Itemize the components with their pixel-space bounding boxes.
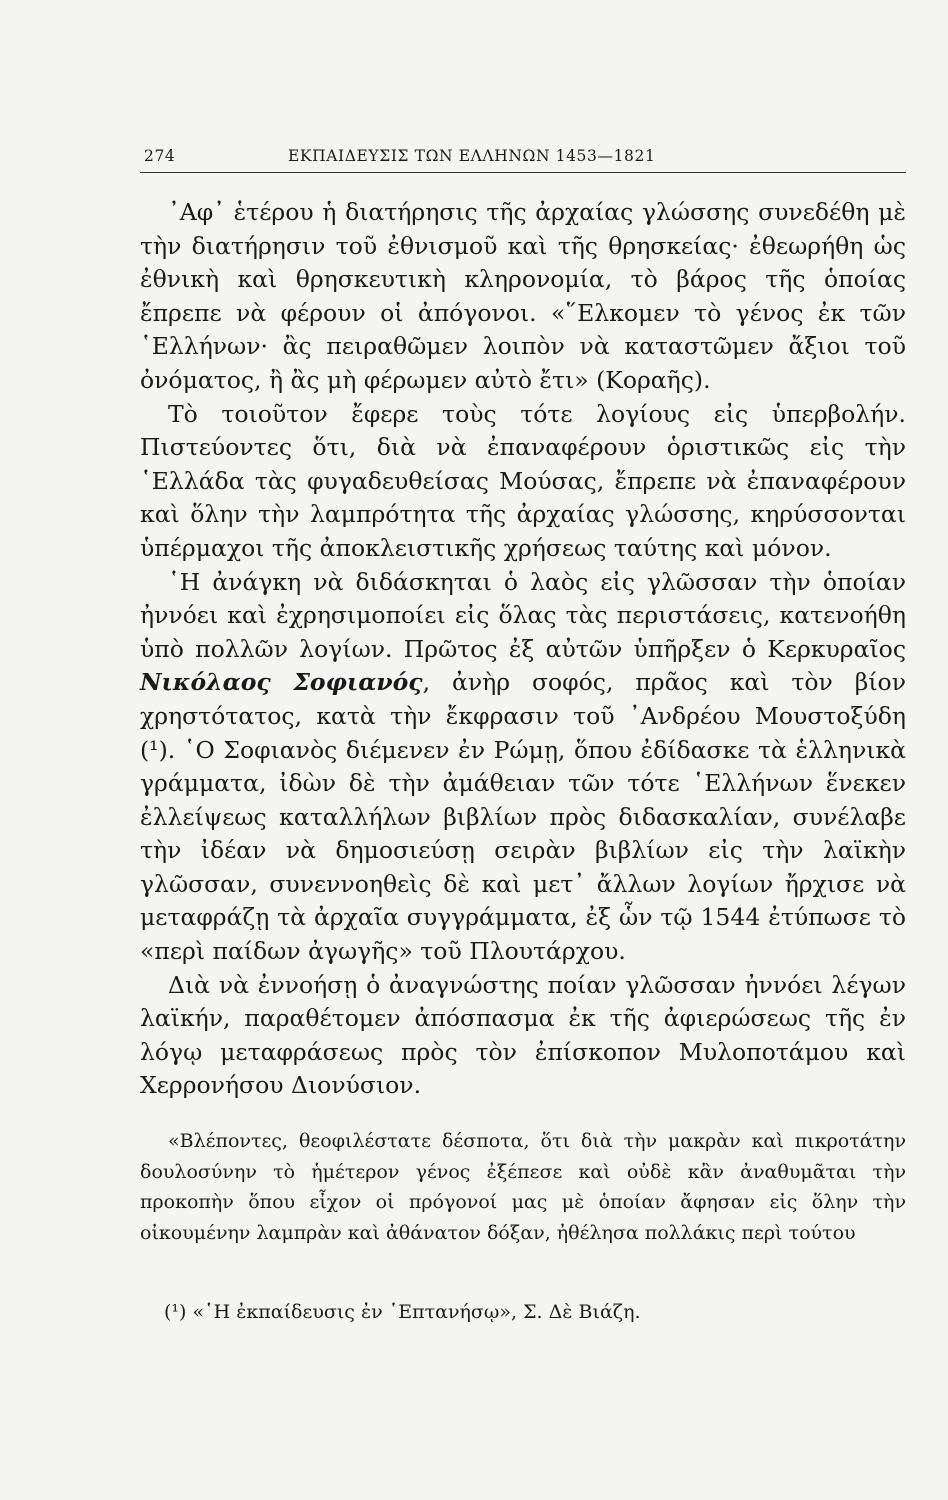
quote-text: «Βλέποντες, θεοφιλέστατε δέσποτα, ὅτι διὰ τὴν μακρὰν καὶ πικροτάτην δουλοσύνην τὸ ἡμέτερον γένος ἐξέπεσε καὶ οὐδὲ κἂν ἀναθυμᾶται τὴν προκοπὴν ὅπου εἶχον οἱ πρόγονοί μας μὲ ὁποίαν ἄφησαν εἰς ὅλην τὴν οἰκουμένην λαμπρὰν καὶ ἀθάνατον δόξαν, ἠθέλησα πολλάκις περὶ τούτου — [140, 1130, 906, 1244]
paragraph-3 — [140, 566, 906, 969]
page-number: 274 — [144, 147, 176, 165]
footnote: (¹) «῾Η ἐκπαίδευσις ἐν ῾Επτανήσῳ», Σ. Δὲ Βιάζη. — [164, 1301, 641, 1323]
body-text — [140, 196, 906, 1103]
block-quote — [140, 1126, 906, 1248]
header-rule — [140, 172, 906, 173]
running-title: ΕΚΠΑΙΔΕΥΣΙΣ ΤΩΝ ΕΛΛΗΝΩΝ 1453—1821 — [288, 147, 656, 165]
paragraph-4: Διὰ νὰ ἐννοήσῃ ὁ ἀναγνώστης ποίαν γλῶσσαν ἠννόει λέγων λαϊκήν, παραθέτομεν ἀπόσπασμα ἐκ τῆς ἀφιερώσεως τῆς ἐν λόγῳ μεταφράσεως πρὸς τὸν ἐπίσκοπον Μυλοποτάμου καὶ Χερρονήσου Διονύσιον. — [140, 970, 906, 1100]
paragraph-3-end: , ἀνὴρ σοφός, πρᾶος καὶ τὸν βίον χρηστότατος, κατὰ τὴν ἔκφρασιν τοῦ ᾿Ανδρέου Μουστοξύδη (¹). ῾Ο Σοφιανὸς διέμενεν ἐν Ρώμῃ, ὅπου ἐδίδασκε τὰ ἑλληνικὰ γράμματα, ἰδὼν δὲ τὴν ἀμάθειαν τῶν τότε ῾Ελλήνων ἕνεκεν ἐλλείψεως καταλλήλων βιβλίων πρὸς διδασκαλίαν, συνέλαβε τὴν ἰδέαν νὰ δημοσιεύσῃ σειρὰν βιβλίων εἰς τὴν λαϊκὴν γλῶσσαν, συνεννοηθεὶς δὲ καὶ μετ᾿ ἄλλων λογίων ἤρχισε νὰ μεταφράζῃ τὰ ἀρχαῖα συγγράμματα, ἐξ ὧν τῷ 1544 ἐτύπωσε τὸ «περὶ παίδων ἀγωγῆς» τοῦ Πλουτάρχου. — [140, 668, 906, 966]
paragraph-2: Τὸ τοιοῦτον ἔφερε τοὺς τότε λογίους εἰς ὑπερβολήν. Πιστεύοντες ὅτι, διὰ νὰ ἐπαναφέρουν ὁριστικῶς εἰς τὴν ῾Ελλάδα τὰς φυγαδευθείσας Μούσας, ἔπρεπε νὰ ἐπαναφέρουν καὶ ὅλην τὴν λαμπρότητα τῆς ἀρχαίας γλώσσης, κηρύσσονται ὑπέρμαχοι τῆς ἀποκλειστικῆς χρήσεως ταύτης καὶ μόνον. — [140, 399, 906, 562]
person-name: Νικόλαος Σοφιανός — [140, 668, 423, 697]
paragraph-1: ᾿Αφ᾿ ἑτέρου ἡ διατήρησις τῆς ἀρχαίας γλώσσης συνεδέθη μὲ τὴν διατήρησιν τοῦ ἐθνισμοῦ καὶ τῆς θρησκείας· ἐθεωρήθη ὡς ἐθνικὴ καὶ θρησκευτικὴ κληρονομία, τὸ βάρος τῆς ὁποίας ἔπρεπε νὰ φέρουν οἱ ἀπόγονοι. «῞Ελκομεν τὸ γένος ἐκ τῶν ῾Ελλήνων· ἂς πειραθῶμεν λοιπὸν νὰ καταστῶμεν ἄξιοι τοῦ ὀνόματος, ἢ ἂς μὴ φέρωμεν αὐτὸ ἔτι» (Κοραῆς). — [140, 198, 906, 394]
paragraph-3-start: ῾Η ἀνάγκη νὰ διδάσκηται ὁ λαὸς εἰς γλῶσσαν τὴν ὁποίαν ἠννόει καὶ ἐχρησιμοποίει εἰς ὅλας τὰς περιστάσεις, κατενοήθη ὑπὸ πολλῶν λογίων. Πρῶτος ἐξ αὐτῶν ὑπῆρξεν ὁ Κερκυραῖος — [140, 567, 906, 663]
